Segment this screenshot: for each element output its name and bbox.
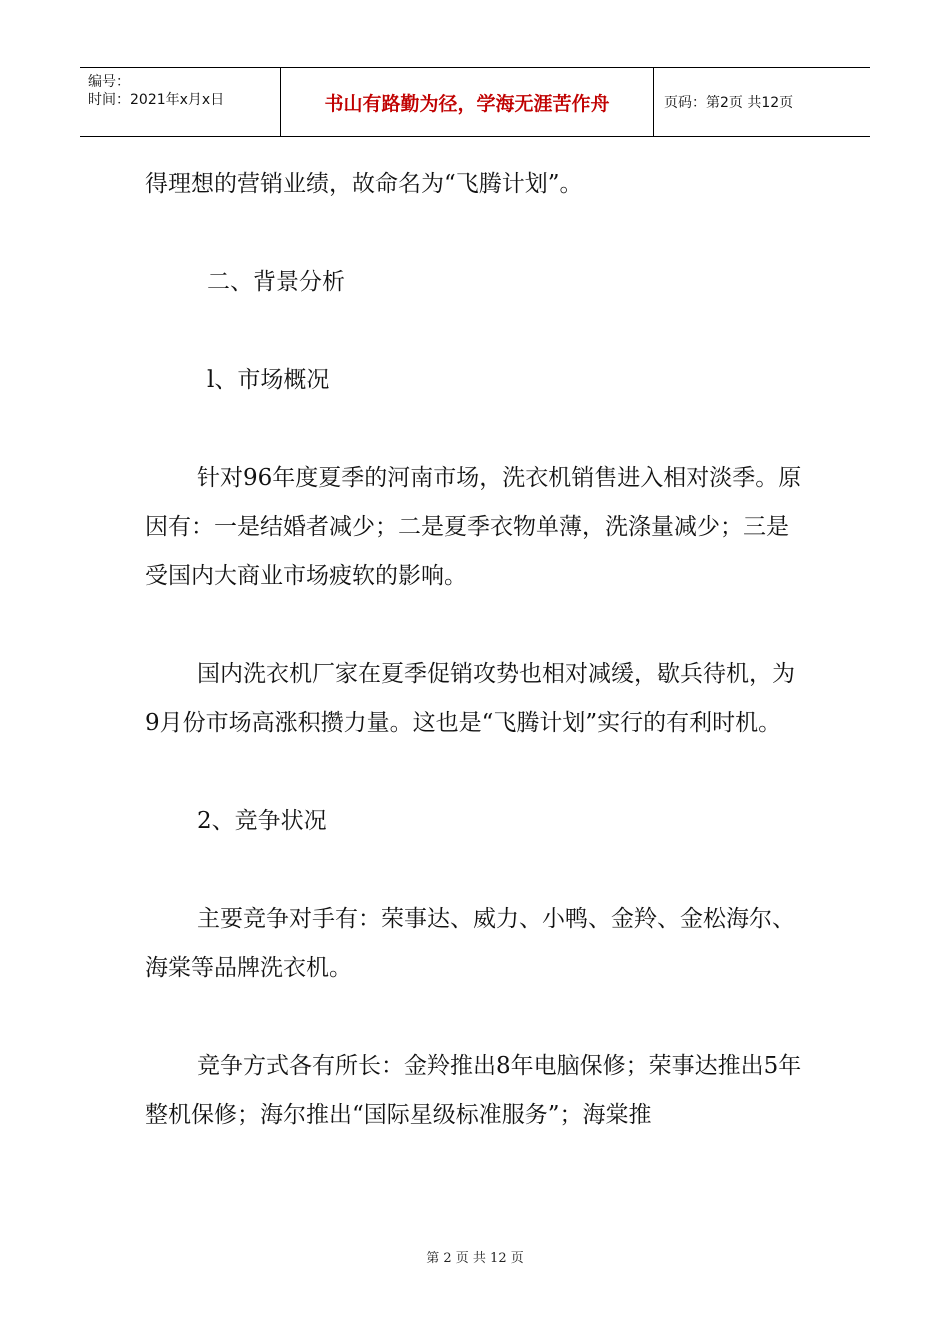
document-body (145, 160, 805, 1140)
header-page-info: 页码：第2页 共12页 (664, 95, 794, 111)
paragraph-intro-tail: 得理想的营销业绩，故命名为“飞腾计划”。 (145, 171, 583, 197)
heading-market: l、市场概况 (207, 367, 330, 393)
page-header (80, 67, 870, 137)
header-motto: 书山有路勤为径，学海无涯苦作舟 (281, 68, 654, 136)
code-label: 编号： (88, 74, 130, 90)
page-footer: 第 2 页 共 12 页 (426, 1251, 524, 1266)
paragraph-competition-2: 竞争方式各有所长：金羚推出8年电脑保修；荣事达推出5年整机保修；海尔推出“国际星级标准服务”；海棠推 (145, 1053, 802, 1128)
time-label: 时间：2021年x月x日 (88, 92, 225, 108)
heading-competition: 2、竞争状况 (197, 808, 327, 834)
heading-background: 二、背景分析 (207, 269, 345, 295)
paragraph-market-2: 国内洗衣机厂家在夏季促销攻势也相对减缓，歇兵待机，为9月份市场高涨积攒力量。这也是“飞腾计划”实行的有利时机。 (145, 661, 795, 736)
header-meta (80, 68, 281, 136)
paragraph-market-1: 针对96年度夏季的河南市场，洗衣机销售进入相对淡季。原因有：一是结婚者减少；二是夏季衣物单薄，洗涤量减少；三是受国内大商业市场疲软的影响。 (145, 465, 802, 589)
paragraph-competition-1: 主要竞争对手有：荣事达、威力、小鸭、金羚、金松海尔、海棠等品牌洗衣机。 (145, 906, 795, 981)
